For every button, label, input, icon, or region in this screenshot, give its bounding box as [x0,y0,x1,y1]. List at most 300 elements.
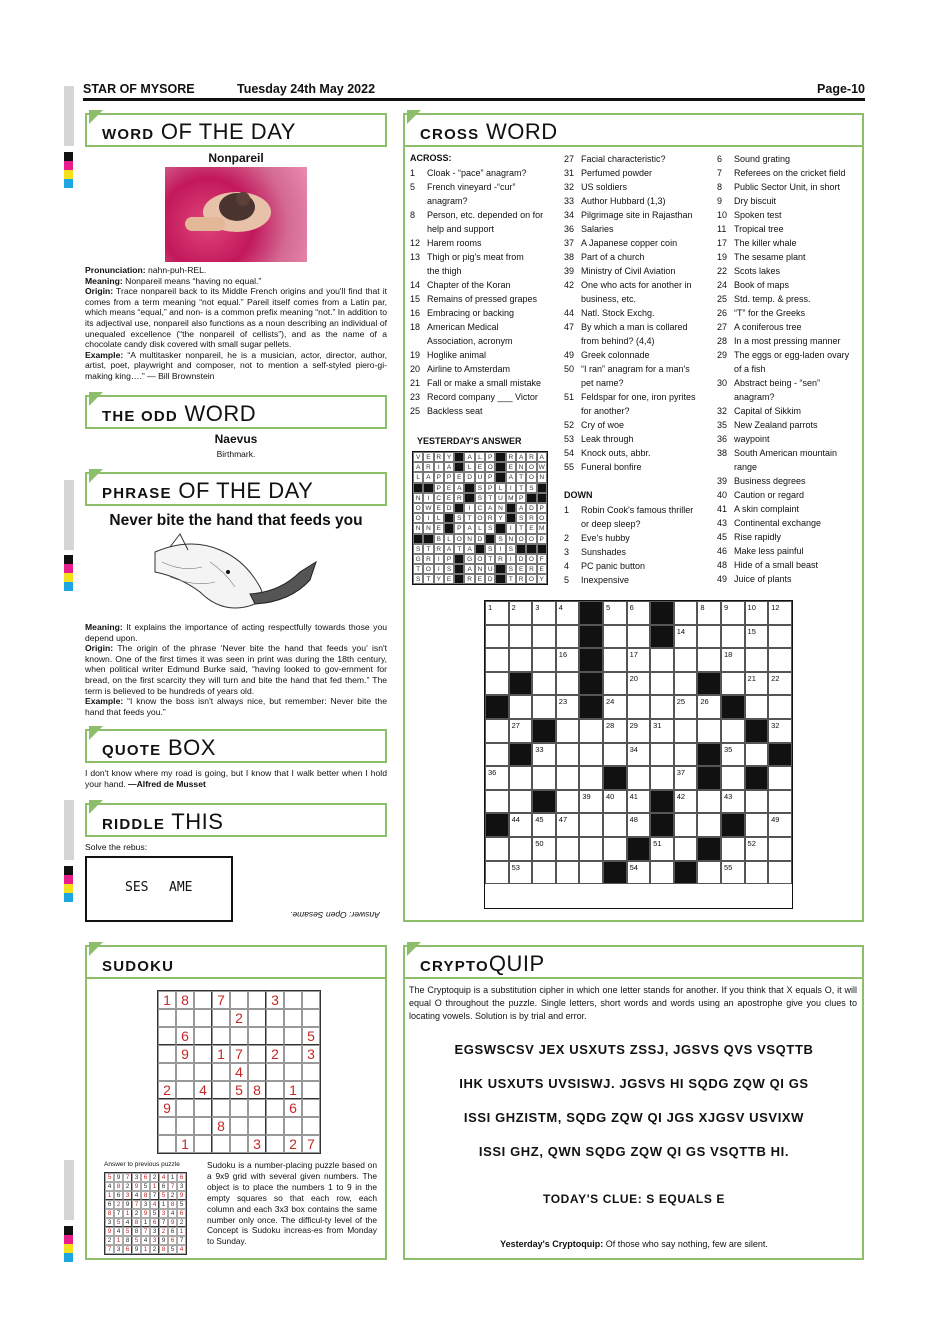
answer-cell: 1 [168,1173,177,1182]
answer-cell [454,554,464,564]
crossword-block [485,813,509,837]
crossword-cell[interactable] [603,601,627,625]
clue-text: Eve's hubby [581,533,630,543]
sudoku-cell[interactable] [248,1027,266,1045]
down-label: DOWN [564,490,593,500]
sudoku-cell[interactable]: 1 [212,1045,230,1063]
sudoku-cell[interactable] [248,1063,266,1081]
crossword-cell[interactable] [579,766,603,790]
clue-text: Caution or regard [734,490,805,500]
crossword-cell[interactable] [509,813,533,837]
clue-text: Ministry of Civil Aviation [581,266,676,276]
clue-text: anagram? [734,392,775,402]
crossword-cell[interactable] [650,648,674,672]
crossword-cell[interactable] [509,601,533,625]
crossword-cell[interactable] [579,743,603,767]
sudoku-cell[interactable] [230,1135,248,1153]
sudoku-cell[interactable] [194,1045,212,1063]
sudoku-cell[interactable] [266,1027,284,1045]
crossword-cell[interactable] [650,766,674,790]
crossword-cell[interactable] [674,813,698,837]
sudoku-cell[interactable] [266,1081,284,1099]
sudoku-cell[interactable]: 7 [230,1045,248,1063]
crossword-cell[interactable] [509,861,533,885]
sudoku-cell[interactable] [302,991,320,1009]
crossword-cell[interactable] [674,719,698,743]
crossword-cell[interactable] [579,813,603,837]
crossword-cell[interactable] [768,601,792,625]
crossword-cell[interactable] [532,837,556,861]
answer-cell: P [434,472,444,482]
sudoku-cell[interactable] [158,1009,176,1027]
crossword-cell[interactable] [745,790,769,814]
crossword-cell[interactable] [674,648,698,672]
answer-cell: D [516,554,526,564]
crossword-cell[interactable] [674,695,698,719]
sudoku-cell[interactable] [176,1117,194,1135]
sudoku-cell[interactable] [284,991,302,1009]
sudoku-cell[interactable]: 2 [158,1081,176,1099]
crossword-cell[interactable] [627,648,651,672]
crossword-cell[interactable] [485,648,509,672]
crossword-cell[interactable] [556,790,580,814]
crossword-cell[interactable] [603,625,627,649]
cell-number: 25 [676,697,686,707]
crossword-cell[interactable] [532,743,556,767]
crossword-cell[interactable] [485,601,509,625]
crossword-cell[interactable] [721,672,745,696]
crossword-cell[interactable] [745,861,769,885]
sudoku-cell[interactable]: 8 [248,1081,266,1099]
sudoku-cell[interactable]: 1 [176,1135,194,1153]
clue-number: 3 [564,547,570,557]
crossword-clue [717,236,797,250]
clue-text: Leak through [581,434,634,444]
answer-cell [495,574,505,584]
sudoku-cell[interactable] [266,1009,284,1027]
clue-number: 27 [717,322,728,332]
sudoku-cell[interactable]: 1 [284,1081,302,1099]
sudoku-cell[interactable] [176,1063,194,1081]
sudoku-cell[interactable] [194,1135,212,1153]
crossword-clue [717,278,789,292]
sudoku-cell[interactable]: 3 [266,991,284,1009]
crossword-cell[interactable] [745,648,769,672]
crossword-cell[interactable] [603,695,627,719]
sudoku-cell[interactable] [230,1099,248,1117]
sudoku-cell[interactable] [302,1099,320,1117]
answer-cell: S [485,523,495,533]
crossword-cell[interactable] [768,648,792,672]
crossword-cell[interactable] [674,672,698,696]
crossword-cell[interactable] [509,719,533,743]
answer-cell: W [423,503,433,513]
crossword-cell[interactable] [697,790,721,814]
sudoku-cell[interactable] [194,1099,212,1117]
crossword-clue [410,250,524,264]
crossword-cell[interactable] [509,625,533,649]
crossword-cell[interactable] [532,766,556,790]
answer-cell [464,493,474,503]
crossword-cell[interactable] [485,861,509,885]
crossword-cell[interactable] [485,743,509,767]
crossword-cell[interactable] [768,672,792,696]
crossword-cell[interactable] [768,813,792,837]
margin-bar [64,86,74,146]
sudoku-cell[interactable] [176,1081,194,1099]
crossword-cell[interactable] [579,790,603,814]
sudoku-cell[interactable] [302,1081,320,1099]
crossword-cell[interactable] [721,648,745,672]
answer-cell: 2 [114,1200,123,1209]
crossword-block [674,861,698,885]
crossword-clue [564,292,636,306]
sudoku-cell[interactable] [212,1081,230,1099]
crossword-cell[interactable] [579,719,603,743]
crossword-cell[interactable] [603,719,627,743]
answer-cell: 6 [177,1209,186,1218]
crossword-cell[interactable] [745,813,769,837]
sudoku-cell[interactable]: 8 [176,991,194,1009]
sudoku-cell[interactable] [194,1117,212,1135]
answer-cell: 1 [123,1209,132,1218]
crossword-cell[interactable] [556,625,580,649]
crossword-cell[interactable] [603,837,627,861]
crossword-cell[interactable] [721,837,745,861]
clue-text: Capital of Sikkim [734,406,802,416]
crossword-cell[interactable] [556,601,580,625]
answer-cell: U [495,493,505,503]
crossword-block [768,743,792,767]
crossword-cell[interactable] [579,837,603,861]
sudoku-cell[interactable] [284,1009,302,1027]
clue-number: 40 [717,490,728,500]
sudoku-cell[interactable] [212,1009,230,1027]
crossword-cell[interactable] [556,813,580,837]
sudoku-cell[interactable] [248,1009,266,1027]
crossword-cell[interactable] [603,648,627,672]
crossword-clue [564,180,627,194]
crossword-cell[interactable] [674,625,698,649]
sudoku-cell[interactable]: 9 [158,1099,176,1117]
crossword-cell[interactable] [697,601,721,625]
crossword-cell[interactable] [627,601,651,625]
sudoku-cell[interactable] [248,1099,266,1117]
sudoku-cell[interactable] [158,1135,176,1153]
crossword-cell[interactable] [532,648,556,672]
sudoku-cell[interactable]: 7 [302,1135,320,1153]
sudoku-cell[interactable] [248,1045,266,1063]
answer-cell: L [475,452,485,462]
crossword-clue [564,348,650,362]
answer-cell: 3 [114,1245,123,1254]
crossword-cell[interactable] [697,648,721,672]
sudoku-cell[interactable] [284,1117,302,1135]
sudoku-cell[interactable]: 4 [230,1063,248,1081]
crossword-cell[interactable] [768,837,792,861]
clue-number: 29 [717,350,728,360]
cell-number: 32 [771,720,780,730]
crossword-cell[interactable] [603,672,627,696]
crossword-cell[interactable] [721,719,745,743]
crossword-cell[interactable] [650,672,674,696]
sudoku-cell[interactable]: 2 [230,1009,248,1027]
crossword-block [485,695,509,719]
sudoku-cell[interactable] [158,1063,176,1081]
crossword-cell[interactable] [768,695,792,719]
crossword-cell[interactable] [556,719,580,743]
answer-cell: T [423,544,433,554]
clue-text: Hoglike animal [427,350,487,360]
answer-cell [475,544,485,554]
crossword-block [721,813,745,837]
crossword-clue [410,264,462,278]
crossword-cell[interactable] [509,790,533,814]
answer-cell: I [434,564,444,574]
answer-cell: P [516,493,526,503]
sudoku-cell[interactable]: 2 [266,1045,284,1063]
sudoku-cell[interactable]: 4 [194,1081,212,1099]
crossword-cell[interactable] [745,743,769,767]
crossword-cell[interactable] [532,813,556,837]
crossword-cell[interactable] [768,861,792,885]
crossword-cell[interactable] [721,790,745,814]
sudoku-cell[interactable] [266,1135,284,1153]
answer-cell: T [423,574,433,584]
crossword-cell[interactable] [485,766,509,790]
crossword-cell[interactable] [650,837,674,861]
sudoku-cell[interactable] [194,991,212,1009]
crossword-cell[interactable] [745,672,769,696]
sudoku-cell[interactable] [194,1063,212,1081]
clue-number: 55 [564,462,575,472]
crossword-cell[interactable] [627,625,651,649]
crossword-cell[interactable] [556,861,580,885]
crossword-cell[interactable] [485,625,509,649]
sudoku-cell[interactable] [302,1009,320,1027]
clue-text: pet name? [581,378,624,388]
crossword-cell[interactable] [485,672,509,696]
cell-number: 33 [535,744,544,754]
crossword-cell[interactable] [603,790,627,814]
crossword-cell[interactable] [721,766,745,790]
answer-cell: S [413,544,423,554]
crossword-cell[interactable] [556,672,580,696]
answer-cell: 2 [132,1209,141,1218]
crossword-cell[interactable] [509,766,533,790]
sudoku-cell[interactable] [194,1027,212,1045]
crossword-cell[interactable] [721,601,745,625]
sudoku-cell[interactable] [230,1027,248,1045]
crossword-cell[interactable] [485,719,509,743]
crossword-cell[interactable] [556,695,580,719]
sudoku-cell[interactable]: 3 [302,1045,320,1063]
sudoku-cell[interactable]: 2 [284,1135,302,1153]
answer-cell: R [464,574,474,584]
sudoku-cell[interactable] [266,1117,284,1135]
sudoku-cell[interactable] [230,991,248,1009]
answer-cell [454,564,464,574]
sudoku-cell[interactable]: 6 [284,1099,302,1117]
crossword-cell[interactable] [674,766,698,790]
answer-cell: 2 [150,1245,159,1254]
sudoku-cell[interactable] [212,1027,230,1045]
crossword-cell[interactable] [532,601,556,625]
crossword-cell[interactable] [745,695,769,719]
sudoku-cell[interactable] [284,1063,302,1081]
sudoku-cell[interactable]: 7 [212,991,230,1009]
crossword-cell[interactable] [650,695,674,719]
answer-cell: A [506,472,516,482]
crossword-cell[interactable] [509,648,533,672]
crossword-cell[interactable] [721,743,745,767]
crossword-cell[interactable] [627,790,651,814]
crossword-cell[interactable] [627,695,651,719]
crossword-cell[interactable] [745,837,769,861]
crossword-cell[interactable] [721,861,745,885]
sudoku-cell[interactable]: 8 [212,1117,230,1135]
sudoku-cell[interactable]: 6 [176,1027,194,1045]
crossword-cell[interactable] [556,743,580,767]
sudoku-cell[interactable] [176,1099,194,1117]
answer-cell: 1 [177,1227,186,1236]
crossword-cell[interactable] [579,861,603,885]
crossword-cell[interactable] [556,648,580,672]
answer-cell: P [485,483,495,493]
crossword-clue [564,446,651,460]
sudoku-cell[interactable] [212,1135,230,1153]
crossword-cell[interactable] [532,625,556,649]
answer-cell: I [495,544,505,554]
crossword-clue [564,222,614,236]
cryptoquip-clue: TODAY'S CLUE: S EQUALS E [543,1192,725,1206]
crossword-cell[interactable] [674,601,698,625]
sudoku-cell[interactable] [230,1117,248,1135]
crossword-clue [717,320,802,334]
crossword-cell[interactable] [556,766,580,790]
clue-text: The eggs or egg-laden ovary [734,350,850,360]
sudoku-cell[interactable] [302,1117,320,1135]
sudoku-cell[interactable]: 1 [158,991,176,1009]
crossword-cell[interactable] [485,790,509,814]
crossword-cell[interactable] [768,790,792,814]
sudoku-cell[interactable]: 9 [176,1045,194,1063]
crossword-cell[interactable] [603,743,627,767]
crossword-cell[interactable] [768,625,792,649]
answer-cell: P [485,472,495,482]
answer-cell: O [475,513,485,523]
sudoku-cell[interactable] [248,1117,266,1135]
crossword-cell[interactable] [532,695,556,719]
crossword-cell[interactable] [745,625,769,649]
crossword-cell[interactable] [697,625,721,649]
crossword-cell[interactable] [697,695,721,719]
cell-number: 22 [771,673,780,683]
sudoku-cell[interactable] [158,1117,176,1135]
sudoku-cell[interactable] [266,1099,284,1117]
crossword-cell[interactable] [697,813,721,837]
sudoku-cell[interactable] [158,1027,176,1045]
answer-cell: S [495,534,505,544]
crossword-cell[interactable] [697,861,721,885]
crossword-cell[interactable] [532,861,556,885]
crossword-cell[interactable] [556,837,580,861]
crossword-cell[interactable] [650,719,674,743]
crossword-cell[interactable] [721,625,745,649]
crossword-cell[interactable] [627,861,651,885]
crossword-cell[interactable] [745,601,769,625]
sudoku-cell[interactable] [302,1063,320,1081]
answer-cell: E [475,574,485,584]
crossword-cell[interactable] [532,672,556,696]
crossword-cell[interactable] [650,743,674,767]
sudoku-cell[interactable]: 5 [302,1027,320,1045]
sudoku-cell[interactable] [194,1009,212,1027]
sudoku-cell[interactable] [176,1009,194,1027]
sudoku-cell[interactable] [284,1045,302,1063]
cell-number: 15 [747,626,756,636]
crossword-cell[interactable] [768,766,792,790]
sudoku-cell[interactable] [266,1063,284,1081]
crossword-cell[interactable] [485,837,509,861]
sudoku-cell[interactable] [248,991,266,1009]
answer-cell: I [506,483,516,493]
sudoku-grid[interactable] [157,990,321,1154]
crossword-cell[interactable] [674,743,698,767]
crossword-cell[interactable] [627,672,651,696]
crossword-grid[interactable] [484,600,793,909]
answer-cell: R [526,452,536,462]
answer-cell: N [506,534,516,544]
crossword-cell[interactable] [768,719,792,743]
cell-number: 52 [747,838,756,848]
answer-cell: I [434,462,444,472]
answer-cell: N [475,564,485,574]
crossword-cell[interactable] [627,743,651,767]
sudoku-cell[interactable] [212,1099,230,1117]
sudoku-cell[interactable]: 3 [248,1135,266,1153]
crossword-cell[interactable] [674,837,698,861]
crossword-cell[interactable] [697,719,721,743]
answer-cell [485,534,495,544]
sudoku-cell[interactable] [284,1027,302,1045]
answer-cell: 6 [123,1245,132,1254]
answer-cell: O [526,574,536,584]
crossword-cell[interactable] [603,813,627,837]
crossword-clue [717,446,837,460]
crossword-cell[interactable] [627,766,651,790]
crossword-clue [717,474,806,488]
crossword-cell[interactable] [674,790,698,814]
sudoku-cell[interactable]: 5 [230,1081,248,1099]
clue-number: 7 [717,168,723,178]
crossword-cell[interactable] [509,695,533,719]
clue-number: 54 [564,448,575,458]
answer-cell: 6 [150,1218,159,1227]
sudoku-cell[interactable] [158,1045,176,1063]
crossword-cell[interactable] [650,861,674,885]
crossword-clue [564,236,677,250]
clue-number: 21 [410,378,421,388]
crossword-cell[interactable] [627,813,651,837]
crossword-cell[interactable] [509,837,533,861]
clue-number: 15 [410,294,421,304]
clue-number: 42 [564,280,575,290]
crossword-cell[interactable] [627,719,651,743]
answer-cell: U [485,564,495,574]
sudoku-cell[interactable] [212,1063,230,1081]
clue-text: Knock outs, abbr. [581,448,651,458]
